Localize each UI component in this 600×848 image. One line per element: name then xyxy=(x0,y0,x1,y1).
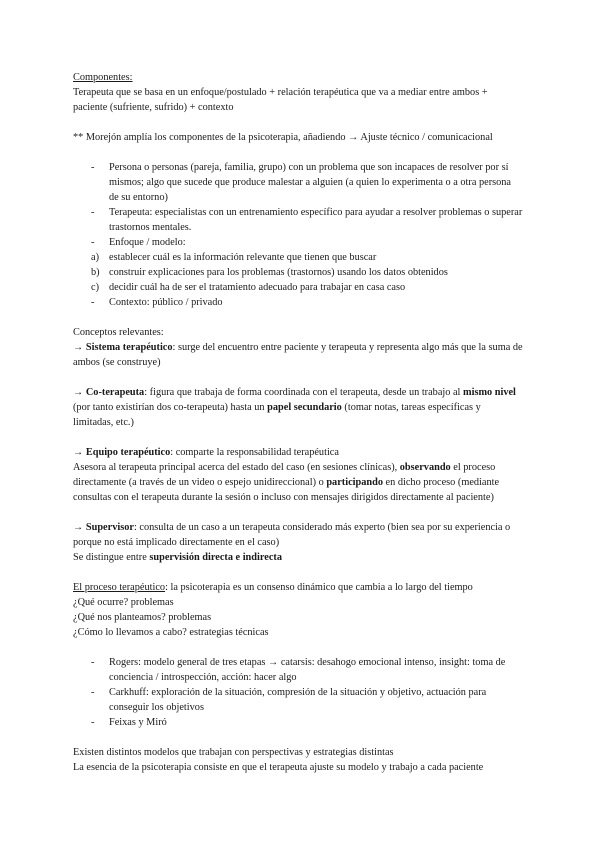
modelos-list xyxy=(73,655,523,730)
closing-line-1: Existen distintos modelos que trabajan con perspectivas y estrategias distintas xyxy=(73,747,394,758)
question-2: ¿Qué nos planteamos? problemas xyxy=(73,612,212,623)
equipo-description: Asesora al terapeuta principal acerca del estado del caso (en sesiones clínicas), observando el proceso directamente (a través de un video o espejo unidireccional) o participando en dicho proceso (mediante consultas con el terapeuta durante la sesión o incluso con mensajes dirigidos directamente al paciente) xyxy=(73,462,500,503)
list-item: - Contexto: público / privado xyxy=(91,297,223,308)
list-item: - Enfoque / modelo: xyxy=(91,237,186,248)
list-item: c) decidir cuál ha de ser el tratamiento adecuado para trabajar en casa caso xyxy=(91,282,406,293)
componentes-heading: Componentes: xyxy=(73,72,133,83)
list-item: - Rogers: modelo general de tres etapas → catarsis: desahogo emocional intenso, insight: toma de conciencia / introspección, acción: hacer algo xyxy=(91,657,506,683)
list-item: b) construir explicaciones para los problemas (trastornos) usando los datos obtenidos xyxy=(91,267,448,278)
sistema-terapeutico: → Sistema terapéutico: surge del encuentro entre paciente y terapeuta y representa algo más que la suma de ambos (se construye) xyxy=(73,342,523,368)
list-item: - Persona o personas (pareja, familia, grupo) con un problema que son incapaces de resolver por sí mismos; algo que sucede que produce malestar a alguien (a quien lo experimenta o a otra persona de su entorno) xyxy=(91,162,512,203)
proceso-heading: El proceso terapéutico: la psicoterapia es un consenso dinámico que cambia a lo largo del tiempo xyxy=(73,582,473,593)
list-item: - Feixas y Miró xyxy=(91,717,167,728)
morejon-note: ** Morejón amplía los componentes de la psicoterapia, añadiendo → Ajuste técnico / comunicacional xyxy=(73,132,493,143)
list-item: - Carkhuff: exploración de la situación, compresión de la situación y objetivo, actuación para conseguir los objetivos xyxy=(91,687,487,713)
document-page xyxy=(73,70,523,775)
supervisor: → Supervisor: consulta de un caso a un terapeuta considerado más experto (bien sea por su experiencia o porque no está implicado directamente en el caso) xyxy=(73,522,511,548)
closing-line-2: La esencia de la psicoterapia consiste en que el terapeuta ajuste su modelo y trabajo a cada paciente xyxy=(73,762,484,773)
componentes-list xyxy=(73,160,523,310)
list-item: a) establecer cuál es la información relevante que tienen que buscar xyxy=(91,252,377,263)
componentes-intro: Terapeuta que se basa en un enfoque/postulado + relación terapéutica que va a mediar entre ambos + paciente (sufriente, sufrido) + contexto xyxy=(73,87,488,113)
question-1: ¿Qué ocurre? problemas xyxy=(73,597,174,608)
supervisor-distinction: Se distingue entre supervisión directa e indirecta xyxy=(73,552,282,563)
equipo-terapeutico: → Equipo terapéutico: comparte la responsabilidad terapéutica xyxy=(73,447,339,458)
co-terapeuta: → Co-terapeuta: figura que trabaja de forma coordinada con el terapeuta, desde un trabajo al mismo nivel (por tanto existirían dos co-terapeuta) hasta un papel secundario (tomar notas, tareas específicas y limitadas, etc.) xyxy=(73,387,516,428)
conceptos-heading: Conceptos relevantes: xyxy=(73,327,164,338)
list-item: - Terapeuta: especialistas con un entrenamiento específico para ayudar a resolver problemas o superar trastornos mentales. xyxy=(91,207,523,233)
question-3: ¿Cómo lo llevamos a cabo? estrategias técnicas xyxy=(73,627,269,638)
